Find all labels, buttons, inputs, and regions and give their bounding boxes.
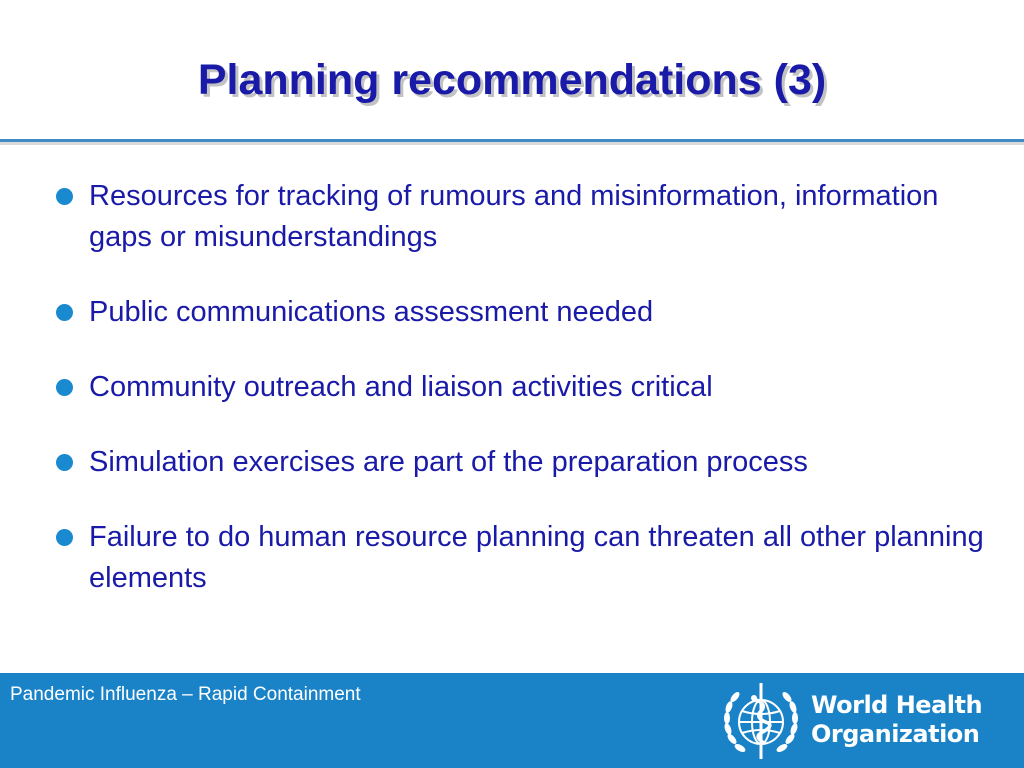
slide-title: Planning recommendations (3) <box>197 56 827 104</box>
bullet-item <box>0 176 1024 258</box>
footer-bar <box>0 673 1024 768</box>
who-wordmark <box>811 691 982 749</box>
title-divider-shadow <box>0 142 1024 145</box>
bullet-text: Public communications assessment needed <box>89 296 654 328</box>
who-wordmark-line1: World Health <box>811 691 983 719</box>
circle-bullet-icon <box>56 379 73 396</box>
bullet-item <box>0 367 1024 408</box>
who-wordmark-line2: Organization <box>811 720 980 748</box>
who-logo <box>718 679 983 763</box>
circle-bullet-icon <box>56 188 73 205</box>
circle-bullet-icon <box>56 454 73 471</box>
who-emblem-icon <box>718 679 804 763</box>
bullet-text: Resources for tracking of rumours and misinformation, information gaps or misunderstandings <box>89 180 939 253</box>
bullet-list <box>0 176 1024 633</box>
bullet-text: Simulation exercises are part of the preparation process <box>89 446 808 478</box>
bullet-text: Failure to do human resource planning can threaten all other planning elements <box>89 521 984 594</box>
bullet-item <box>0 442 1024 483</box>
bullet-text: Community outreach and liaison activities critical <box>89 371 713 403</box>
circle-bullet-icon <box>56 529 73 546</box>
circle-bullet-icon <box>56 304 73 321</box>
bullet-item <box>0 292 1024 333</box>
bullet-item <box>0 517 1024 599</box>
footer-title: Pandemic Influenza – Rapid Containment <box>10 684 361 705</box>
